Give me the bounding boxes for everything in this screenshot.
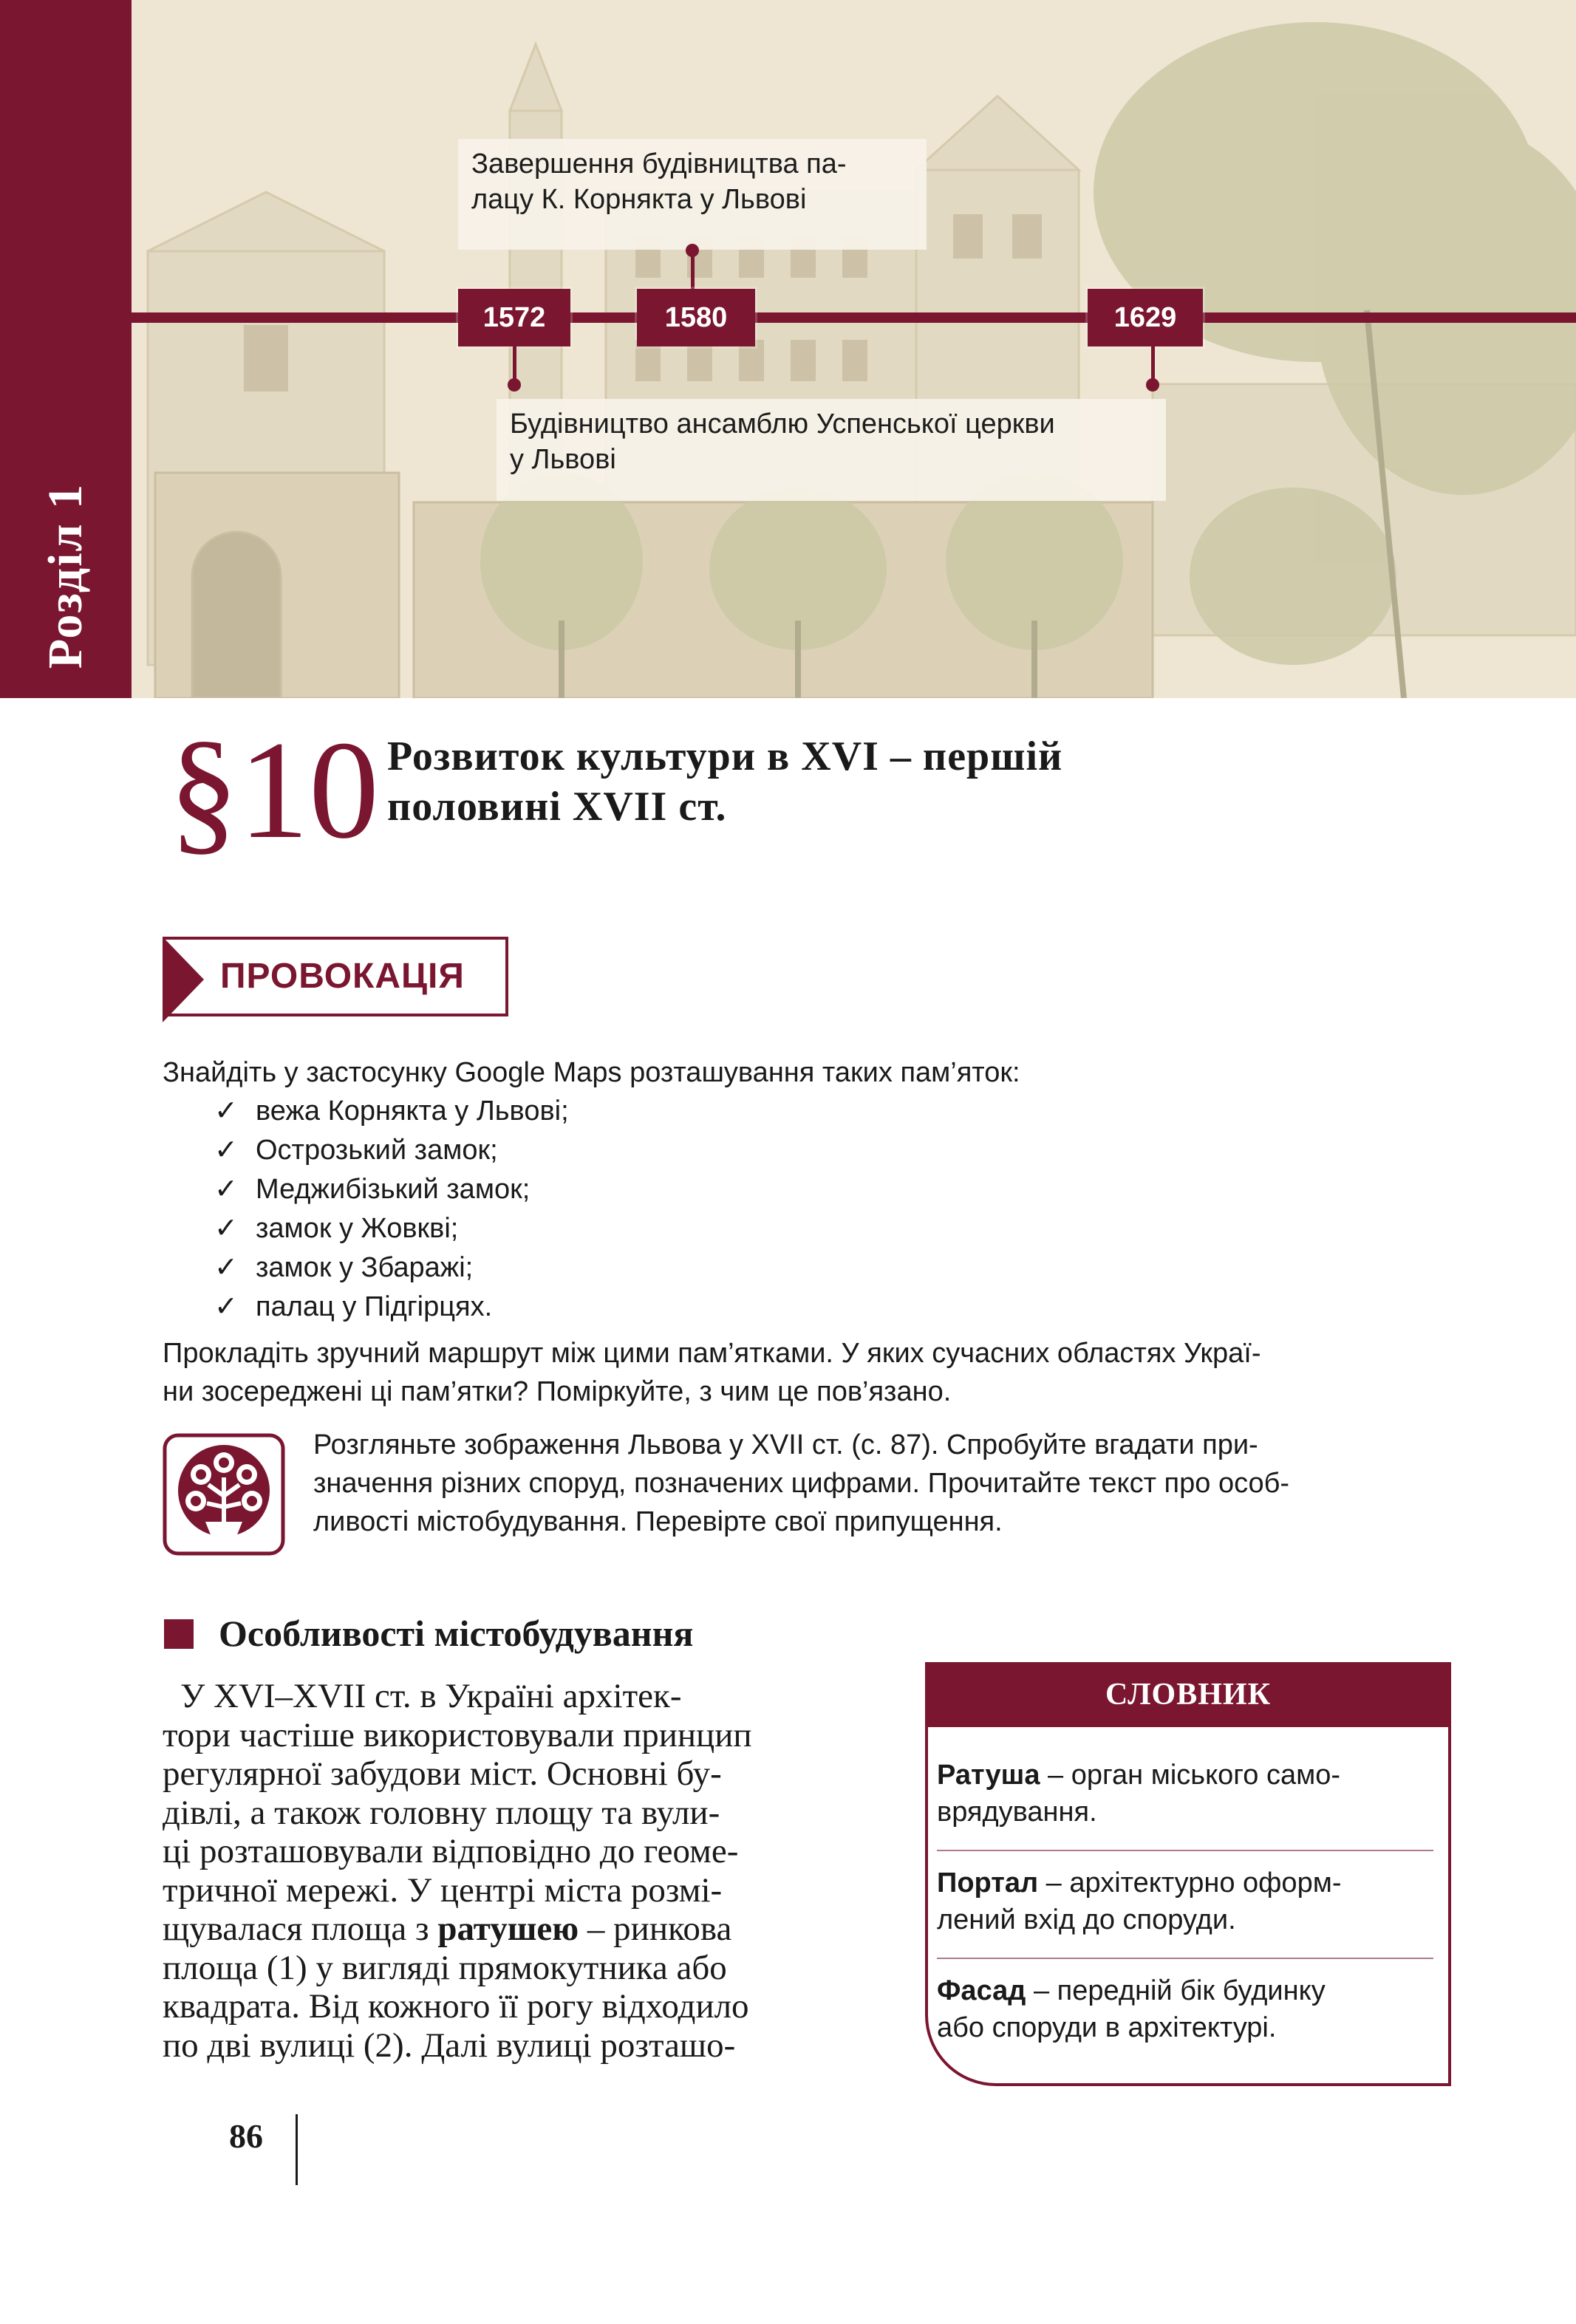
- provocation-task-line-1: Прокладіть зручний маршрут між цими пам’ятками. У яких сучасних областях Украї-: [163, 1338, 1261, 1369]
- provocation-arrow-icon: [163, 937, 204, 1022]
- hero-illustration: [0, 0, 1576, 698]
- timeline-line: [132, 312, 1576, 323]
- tree-of-ideas-icon: [163, 1433, 285, 1556]
- glossary-term: Ратуша: [937, 1760, 1040, 1791]
- paragraph-title: [387, 731, 1348, 832]
- list-item: ✓ замок у Збаражі;: [214, 1248, 569, 1288]
- section-marker-icon: [164, 1619, 194, 1649]
- timeline-event-1580: Завершення будівництва па- лацу К. Корнякта у Львові: [458, 139, 927, 250]
- timeline-year-1572: 1572: [458, 289, 570, 346]
- glossary-term: Портал: [937, 1867, 1039, 1898]
- check-icon: ✓: [214, 1096, 238, 1127]
- section-line: дівлі, а також головну площу та вули-: [163, 1793, 720, 1832]
- glossary-entry-portal: Портал – архітектурно оформ- лений вхід до споруди.: [937, 1867, 1342, 1935]
- section-line: ці розташовували відповідно до геоме-: [163, 1832, 739, 1870]
- lviv-architecture-illustration: [0, 0, 1576, 698]
- list-item: ✓ палац у Підгірцях.: [214, 1288, 569, 1327]
- check-icon: ✓: [214, 1135, 238, 1166]
- timeline-dot-1629: [1146, 378, 1159, 392]
- paragraph-number-value: 10: [239, 713, 379, 868]
- timeline-year-1629: 1629: [1088, 289, 1203, 346]
- provocation-task: [163, 1334, 1463, 1411]
- monument-list: [214, 1092, 569, 1327]
- paragraph-title-line-2: половині XVII ст.: [387, 784, 727, 830]
- tip-line-3: ливості містобудування. Перевірте свої припущення.: [313, 1506, 1003, 1537]
- glossary-title: СЛОВНИК: [925, 1662, 1451, 1727]
- glossary-entry-ratusha: Ратуша – орган міського само- врядування.: [937, 1760, 1341, 1828]
- list-item: ✓ Меджибізький замок;: [214, 1170, 569, 1209]
- check-icon: ✓: [214, 1213, 238, 1244]
- section-line: по дві вулиці (2). Далі вулиці розташо-: [163, 2026, 736, 2065]
- paragraph-number: [168, 713, 379, 868]
- section-line: площа (1) у вигляді прямокутника або: [163, 1948, 727, 1987]
- timeline-year-1580: 1580: [637, 289, 755, 346]
- section-line: тричної мережі. У центрі міста розмі-: [163, 1870, 723, 1910]
- timeline-dot-1580: [686, 244, 699, 257]
- provocation-intro: Знайдіть у застосунку Google Maps розташування таких пам’яток:: [163, 1057, 1020, 1088]
- list-item: ✓ вежа Корнякта у Львові;: [214, 1092, 569, 1131]
- chapter-label: Розділ 1: [38, 482, 92, 669]
- provocation-task-line-2: ни зосереджені ці пам’ятки? Поміркуйте, з чим це пов’язано.: [163, 1376, 952, 1407]
- section-line: щувалася площа з ратушею – ринкова: [163, 1910, 732, 1948]
- tip-text: [313, 1426, 1466, 1541]
- section-line: тори частіше використовували принцип: [163, 1715, 752, 1754]
- glossary-divider: [937, 1958, 1433, 1959]
- page-number: 86: [229, 2117, 263, 2155]
- page-number-rule: [296, 2114, 298, 2185]
- term-ratusha: ратушею: [437, 1910, 579, 1948]
- provocation-label: ПРОВОКАЦІЯ: [220, 957, 465, 996]
- check-icon: ✓: [214, 1174, 238, 1205]
- section-title: Особливості містобудування: [219, 1613, 694, 1654]
- tip-line-1: Розгляньте зображення Львова у XVII ст. (с. 87). Спробуйте вгадати при-: [313, 1429, 1258, 1460]
- glossary-divider: [937, 1850, 1433, 1851]
- glossary-entry-fasad: Фасад – передній бік будинку або споруди в архітектурі.: [937, 1975, 1326, 2043]
- glossary-box: [925, 1662, 1451, 2086]
- tip-line-2: значення різних споруд, позначених цифрами. Прочитайте текст про особ-: [313, 1468, 1290, 1499]
- provocation-badge: [163, 937, 508, 1016]
- section-body: [163, 1677, 887, 2065]
- section-line: квадрата. Від кожного її рогу відходило: [163, 1987, 749, 2026]
- glossary-term: Фасад: [937, 1975, 1026, 2006]
- list-item: ✓ Острозький замок;: [214, 1131, 569, 1170]
- timeline-dot-1572: [508, 378, 521, 392]
- paragraph-sign: §: [168, 713, 239, 868]
- list-item: ✓ замок у Жовкві;: [214, 1209, 569, 1248]
- check-icon: ✓: [214, 1252, 238, 1283]
- paragraph-title-line-1: Розвиток культури в XVI – першій: [387, 734, 1063, 779]
- section-line: регулярної забудови міст. Основні бу-: [163, 1754, 722, 1793]
- check-icon: ✓: [214, 1291, 238, 1322]
- timeline-event-uspensky-church: Будівництво ансамблю Успенської церкви у Львові: [497, 399, 1166, 501]
- section-line: У XVI–XVII ст. в Україні архітек-: [180, 1677, 682, 1715]
- chapter-label-wrapper: [0, 0, 132, 698]
